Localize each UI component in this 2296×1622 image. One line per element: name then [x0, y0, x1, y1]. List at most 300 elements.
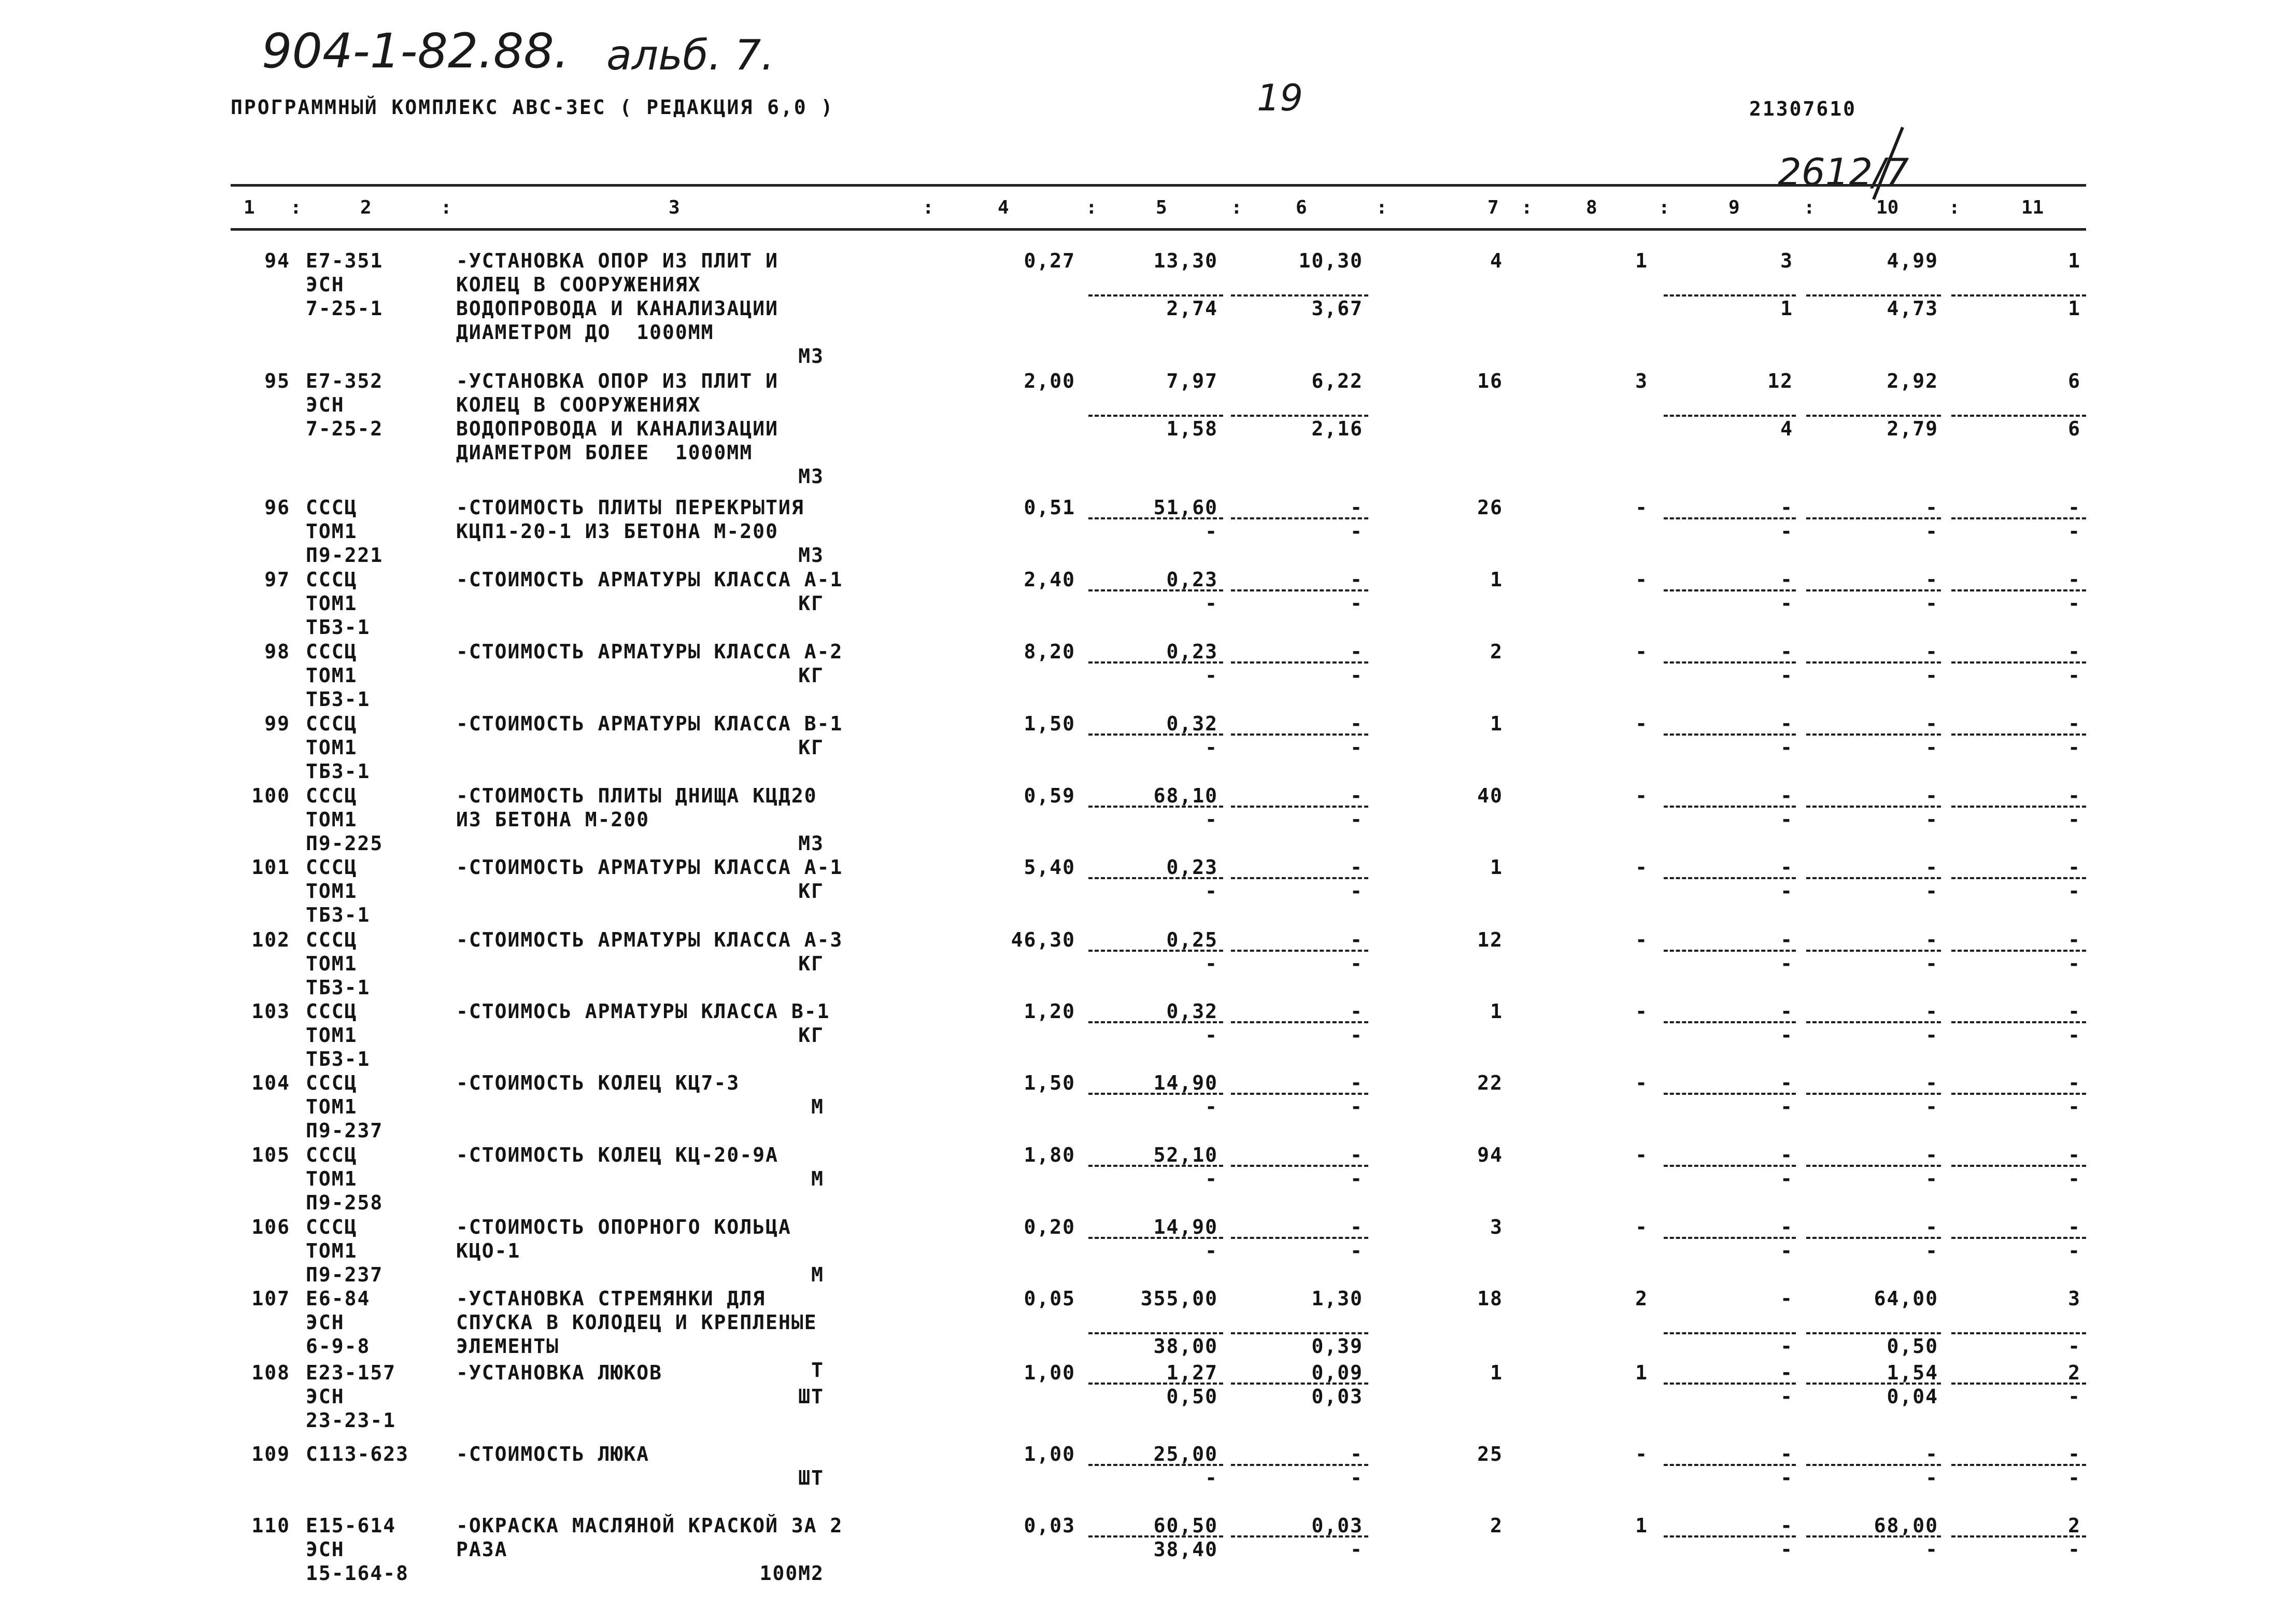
- code-line: ТОМ1: [306, 808, 358, 831]
- row-number: 105: [251, 1144, 290, 1166]
- c6-value-top: 0,09: [1311, 1361, 1363, 1384]
- c11-value-top: -: [2068, 1000, 2081, 1023]
- c9-value-top: -: [1780, 712, 1793, 735]
- work-name-line: ВОДОПРОВОДА И КАНАЛИЗАЦИИ: [456, 297, 778, 320]
- c9-value-bottom: -: [1780, 1466, 1793, 1489]
- quantity: 5,40: [1024, 856, 1075, 879]
- c10-value-top: 64,00: [1874, 1287, 1938, 1310]
- code-line: Е15-614: [306, 1514, 396, 1537]
- c10-value-top: -: [1925, 640, 1938, 663]
- code-line: П9-225: [306, 832, 384, 855]
- work-name-line: -СТОИМОСТЬ ПЛИТЫ ДНИЩА КЦД20: [456, 784, 817, 807]
- code-line: 23-23-1: [306, 1409, 396, 1432]
- c10-value-bottom: -: [1925, 1024, 1938, 1047]
- col8-value: -: [1635, 712, 1648, 735]
- c10-value-bottom: -: [1925, 808, 1938, 831]
- code-line: П9-258: [306, 1191, 384, 1214]
- column-separator: :: [1086, 197, 1097, 218]
- code-line: Е23-157: [306, 1361, 396, 1384]
- c11-value-bottom: -: [2068, 592, 2081, 615]
- c10-value-bottom: -: [1925, 1239, 1938, 1262]
- c6-value-top: -: [1350, 1443, 1363, 1465]
- code-line: СССЦ: [306, 1071, 358, 1094]
- col7-value: 25: [1477, 1443, 1503, 1465]
- code-line: С113-623: [306, 1443, 409, 1465]
- row-number: 104: [251, 1071, 290, 1094]
- c10-value-top: -: [1925, 856, 1938, 879]
- c10-value-top: -: [1925, 1000, 1938, 1023]
- code-line: ТОМ1: [306, 1024, 358, 1047]
- unit: М3: [798, 465, 824, 488]
- c9-value-top: -: [1780, 1144, 1793, 1166]
- c11-value-bottom: -: [2068, 1466, 2081, 1489]
- c11-value-top: 2: [2068, 1361, 2081, 1384]
- c11-value-bottom: -: [2068, 664, 2081, 687]
- work-name-line: -СТОИМОСТЬ ЛЮКА: [456, 1443, 650, 1465]
- col7-value: 16: [1477, 370, 1503, 392]
- col7-value: 12: [1477, 928, 1503, 951]
- c11-value-top: 2: [2068, 1514, 2081, 1537]
- unit: М: [811, 1263, 824, 1286]
- c11-value-top: -: [2068, 712, 2081, 735]
- col8-value: 1: [1635, 249, 1648, 272]
- c5-value-top: 52,10: [1153, 1144, 1218, 1166]
- c10-value-top: -: [1925, 568, 1938, 591]
- c9-value-bottom: -: [1780, 880, 1793, 902]
- row-number: 110: [251, 1514, 290, 1537]
- c11-value-top: -: [2068, 856, 2081, 879]
- row-number: 109: [251, 1443, 290, 1465]
- unit: М: [811, 1167, 824, 1190]
- column-header-7: 7: [1487, 197, 1499, 218]
- c9-value-top: -: [1780, 928, 1793, 951]
- unit: КГ: [798, 952, 824, 975]
- column-header-10: 10: [1876, 197, 1899, 218]
- row-number: 101: [251, 856, 290, 879]
- col7-value: 2: [1490, 640, 1503, 663]
- code-line: СССЦ: [306, 1000, 358, 1023]
- c6-value-top: -: [1350, 1144, 1363, 1166]
- c9-value-top: -: [1780, 1000, 1793, 1023]
- c11-value-bottom: -: [2068, 1024, 2081, 1047]
- c11-value-bottom: 6: [2068, 417, 2081, 440]
- row-number: 95: [264, 370, 290, 392]
- c11-value-bottom: -: [2068, 736, 2081, 759]
- c10-value-bottom: -: [1925, 736, 1938, 759]
- column-separator: :: [1804, 197, 1815, 218]
- c10-value-top: -: [1925, 784, 1938, 807]
- c5-value-top: 68,10: [1153, 784, 1218, 807]
- c9-value-top: -: [1780, 1287, 1793, 1310]
- code-line: 15-164-8: [306, 1562, 409, 1585]
- work-name-line: -СТОИМОСТЬ АРМАТУРЫ КЛАССА А-1: [456, 856, 843, 879]
- c9-value-bottom: -: [1780, 1167, 1793, 1190]
- code-line: ТБ3-1: [306, 904, 371, 926]
- quantity: 0,20: [1024, 1216, 1075, 1238]
- col8-value: -: [1635, 1000, 1648, 1023]
- col8-value: 1: [1635, 1514, 1648, 1537]
- unit: М3: [798, 544, 824, 567]
- table-top-rule: [231, 184, 2086, 187]
- code-line: ТОМ1: [306, 664, 358, 687]
- quantity: 1,20: [1024, 1000, 1075, 1023]
- c6-value-bottom: -: [1350, 880, 1363, 902]
- c5-value-top: 60,50: [1153, 1514, 1218, 1537]
- code-line: СССЦ: [306, 784, 358, 807]
- c5-value-bottom: -: [1205, 1239, 1218, 1262]
- c10-value-top: -: [1925, 1443, 1938, 1465]
- unit: Т: [811, 1359, 824, 1381]
- code-line: ТБ3-1: [306, 688, 371, 711]
- work-name-line: РАЗА: [456, 1538, 508, 1561]
- code-line: ТБ3-1: [306, 760, 371, 783]
- c10-value-bottom: 4,73: [1887, 297, 1938, 320]
- c11-value-top: -: [2068, 496, 2081, 519]
- col8-value: 1: [1635, 1361, 1648, 1384]
- col8-value: -: [1635, 1216, 1648, 1238]
- c10-value-top: -: [1925, 496, 1938, 519]
- c6-value-bottom: -: [1350, 664, 1363, 687]
- code-line: ЭСН: [306, 1385, 345, 1408]
- c5-value-top: 14,90: [1153, 1071, 1218, 1094]
- code-line: СССЦ: [306, 928, 358, 951]
- c11-value-bottom: -: [2068, 1095, 2081, 1118]
- code-line: 7-25-1: [306, 297, 384, 320]
- c9-value-top: -: [1780, 640, 1793, 663]
- c5-value-top: 0,23: [1166, 568, 1218, 591]
- c11-value-top: -: [2068, 1443, 2081, 1465]
- c11-value-bottom: -: [2068, 952, 2081, 975]
- unit: КГ: [798, 592, 824, 615]
- c9-value-top: 12: [1767, 370, 1793, 392]
- col7-value: 1: [1490, 568, 1503, 591]
- c6-value-bottom: -: [1350, 1239, 1363, 1262]
- work-name-line: ИЗ БЕТОНА М-200: [456, 808, 650, 831]
- c6-value-top: -: [1350, 640, 1363, 663]
- code-line: СССЦ: [306, 1216, 358, 1238]
- c11-value-top: -: [2068, 640, 2081, 663]
- code-line: ТОМ1: [306, 952, 358, 975]
- c5-value-top: 25,00: [1153, 1443, 1218, 1465]
- code-line: ТБ3-1: [306, 976, 371, 999]
- c10-value-bottom: -: [1925, 1167, 1938, 1190]
- c11-value-top: 1: [2068, 249, 2081, 272]
- work-name-line: -СТОИМОСТЬ ПЛИТЫ ПЕРЕКРЫТИЯ: [456, 496, 804, 519]
- code-line: Е7-351: [306, 249, 384, 272]
- code-line: ЭСН: [306, 393, 345, 416]
- col7-value: 3: [1490, 1216, 1503, 1238]
- c6-value-bottom: 3,67: [1311, 297, 1363, 320]
- c11-value-bottom: -: [2068, 1538, 2081, 1561]
- code-line: ТОМ1: [306, 1239, 358, 1262]
- work-name-line: -СТОИМОСТЬ АРМАТУРЫ КЛАССА А-1: [456, 568, 843, 591]
- c5-value-bottom: -: [1205, 664, 1218, 687]
- work-name-line: -СТОИМОСТЬ АРМАТУРЫ КЛАССА А-3: [456, 928, 843, 951]
- column-header-6: 6: [1296, 197, 1307, 218]
- unit: КГ: [798, 880, 824, 902]
- column-separator: :: [1659, 197, 1670, 218]
- c6-value-top: -: [1350, 928, 1363, 951]
- work-name-line: КЦО-1: [456, 1239, 521, 1262]
- c9-value-bottom: -: [1780, 1024, 1793, 1047]
- handwritten-code: 904-1-82.88.: [262, 23, 570, 79]
- c6-value-top: -: [1350, 712, 1363, 735]
- c10-value-top: -: [1925, 712, 1938, 735]
- col7-value: 22: [1477, 1071, 1503, 1094]
- work-name-line: ДИАМЕТРОМ ДО 1000ММ: [456, 321, 714, 344]
- c11-value-top: 3: [2068, 1287, 2081, 1310]
- c6-value-bottom: -: [1350, 736, 1363, 759]
- code-line: ЭСН: [306, 1311, 345, 1334]
- c6-value-top: -: [1350, 856, 1363, 879]
- row-number: 94: [264, 249, 290, 272]
- c10-value-bottom: 2,79: [1887, 417, 1938, 440]
- c9-value-bottom: -: [1780, 1239, 1793, 1262]
- c10-value-bottom: -: [1925, 664, 1938, 687]
- quantity: 0,03: [1024, 1514, 1075, 1537]
- unit: М3: [798, 345, 824, 368]
- col7-value: 94: [1477, 1144, 1503, 1166]
- work-name-line: КЦП1-20-1 ИЗ БЕТОНА М-200: [456, 520, 778, 543]
- col8-value: -: [1635, 856, 1648, 879]
- page-number: 19: [1257, 77, 1303, 119]
- c5-value-top: 14,90: [1153, 1216, 1218, 1238]
- quantity: 0,51: [1024, 496, 1075, 519]
- c6-value-top: 1,30: [1311, 1287, 1363, 1310]
- code-line: ТБ3-1: [306, 1048, 371, 1070]
- c5-value-top: 13,30: [1153, 249, 1218, 272]
- c10-value-top: 68,00: [1874, 1514, 1938, 1537]
- c10-value-bottom: -: [1925, 880, 1938, 902]
- table-header-rule: [231, 228, 2086, 231]
- c5-value-bottom: 0,50: [1166, 1385, 1218, 1408]
- work-name-line: -СТОИМОСТЬ КОЛЕЦ КЦ7-3: [456, 1071, 740, 1094]
- c5-value-bottom: 2,74: [1166, 297, 1218, 320]
- c6-value-bottom: -: [1350, 592, 1363, 615]
- c9-value-bottom: -: [1780, 1385, 1793, 1408]
- column-header-3: 3: [669, 197, 680, 218]
- c10-value-bottom: -: [1925, 592, 1938, 615]
- work-name-line: ЭЛЕМЕНТЫ: [456, 1335, 560, 1358]
- quantity: 0,59: [1024, 784, 1075, 807]
- c6-value-top: 0,03: [1311, 1514, 1363, 1537]
- column-header-11: 11: [2021, 197, 2044, 218]
- col8-value: 3: [1635, 370, 1648, 392]
- c10-value-bottom: -: [1925, 952, 1938, 975]
- c6-value-top: 6,22: [1311, 370, 1363, 392]
- c10-value-top: 1,54: [1887, 1361, 1938, 1384]
- unit: КГ: [798, 736, 824, 759]
- handwritten-album: альб. 7.: [606, 31, 774, 79]
- c5-value-top: 0,32: [1166, 1000, 1218, 1023]
- c6-value-top: -: [1350, 1000, 1363, 1023]
- c10-value-top: 2,92: [1887, 370, 1938, 392]
- c9-value-top: -: [1780, 496, 1793, 519]
- c5-value-bottom: -: [1205, 1167, 1218, 1190]
- c5-value-bottom: -: [1205, 808, 1218, 831]
- column-header-2: 2: [360, 197, 372, 218]
- column-separator: :: [1521, 197, 1533, 218]
- c6-value-bottom: 0,03: [1311, 1385, 1363, 1408]
- c9-value-bottom: -: [1780, 1335, 1793, 1358]
- code-line: Е6-84: [306, 1287, 371, 1310]
- code-line: ЭСН: [306, 273, 345, 296]
- column-header-1: 1: [244, 197, 255, 218]
- code-line: СССЦ: [306, 1144, 358, 1166]
- c9-value-top: -: [1780, 1514, 1793, 1537]
- c5-value-top: 0,23: [1166, 640, 1218, 663]
- code-line: СССЦ: [306, 496, 358, 519]
- work-name-line: ВОДОПРОВОДА И КАНАЛИЗАЦИИ: [456, 417, 778, 440]
- c10-value-top: 4,99: [1887, 249, 1938, 272]
- code-line: П9-237: [306, 1119, 384, 1142]
- program-title: ПРОГРАММНЫЙ КОМПЛЕКС АВС-ЗЕС ( РЕДАКЦИЯ 6,0 ): [231, 96, 834, 119]
- unit: КГ: [798, 1024, 824, 1047]
- c9-value-top: -: [1780, 1071, 1793, 1094]
- code-line: ТОМ1: [306, 592, 358, 615]
- c9-value-bottom: -: [1780, 1538, 1793, 1561]
- c6-value-bottom: 2,16: [1311, 417, 1363, 440]
- unit: М3: [798, 832, 824, 855]
- quantity: 8,20: [1024, 640, 1075, 663]
- quantity: 1,50: [1024, 1071, 1075, 1094]
- handwritten-stamp: 2612/7: [1778, 150, 1909, 194]
- c5-value-bottom: -: [1205, 952, 1218, 975]
- c10-value-bottom: 0,50: [1887, 1335, 1938, 1358]
- code-line: ТОМ1: [306, 520, 358, 543]
- c6-value-bottom: 0,39: [1311, 1335, 1363, 1358]
- c6-value-bottom: -: [1350, 1024, 1363, 1047]
- quantity: 46,30: [1011, 928, 1075, 951]
- code-line: СССЦ: [306, 640, 358, 663]
- c6-value-top: 10,30: [1298, 249, 1363, 272]
- c9-value-bottom: -: [1780, 1095, 1793, 1118]
- col7-value: 18: [1477, 1287, 1503, 1310]
- col7-value: 26: [1477, 496, 1503, 519]
- quantity: 1,50: [1024, 712, 1075, 735]
- c6-value-top: -: [1350, 568, 1363, 591]
- c9-value-top: 3: [1780, 249, 1793, 272]
- c5-value-bottom: -: [1205, 1466, 1218, 1489]
- col8-value: -: [1635, 1144, 1648, 1166]
- c9-value-top: -: [1780, 856, 1793, 879]
- c10-value-top: -: [1925, 1216, 1938, 1238]
- work-name-line: КОЛЕЦ В СООРУЖЕНИЯХ: [456, 393, 701, 416]
- c9-value-bottom: -: [1780, 520, 1793, 543]
- code-line: 6-9-8: [306, 1335, 371, 1358]
- c5-value-bottom: -: [1205, 520, 1218, 543]
- column-separator: :: [1231, 197, 1242, 218]
- c10-value-bottom: 0,04: [1887, 1385, 1938, 1408]
- c10-value-bottom: -: [1925, 1538, 1938, 1561]
- col8-value: -: [1635, 496, 1648, 519]
- c11-value-top: 6: [2068, 370, 2081, 392]
- c5-value-bottom: 38,40: [1153, 1538, 1218, 1561]
- c9-value-top: -: [1780, 1216, 1793, 1238]
- quantity: 0,05: [1024, 1287, 1075, 1310]
- c11-value-top: -: [2068, 784, 2081, 807]
- c11-value-bottom: -: [2068, 1385, 2081, 1408]
- c11-value-top: -: [2068, 928, 2081, 951]
- c9-value-top: -: [1780, 784, 1793, 807]
- c11-value-bottom: -: [2068, 880, 2081, 902]
- c5-value-top: 0,23: [1166, 856, 1218, 879]
- c9-value-bottom: -: [1780, 592, 1793, 615]
- c9-value-bottom: -: [1780, 736, 1793, 759]
- c9-value-bottom: 4: [1780, 417, 1793, 440]
- c6-value-top: -: [1350, 784, 1363, 807]
- row-number: 97: [264, 568, 290, 591]
- c5-value-bottom: 1,58: [1166, 417, 1218, 440]
- c6-value-top: -: [1350, 1216, 1363, 1238]
- quantity: 2,00: [1024, 370, 1075, 392]
- quantity: 1,00: [1024, 1443, 1075, 1465]
- column-header-4: 4: [998, 197, 1009, 218]
- quantity: 1,80: [1024, 1144, 1075, 1166]
- code-line: П9-237: [306, 1263, 384, 1286]
- col8-value: -: [1635, 928, 1648, 951]
- row-number: 108: [251, 1361, 290, 1384]
- c11-value-bottom: 1: [2068, 297, 2081, 320]
- row-number: 99: [264, 712, 290, 735]
- c9-value-top: -: [1780, 568, 1793, 591]
- col7-value: 1: [1490, 1000, 1503, 1023]
- col7-value: 40: [1477, 784, 1503, 807]
- c6-value-bottom: -: [1350, 1538, 1363, 1561]
- work-name-line: -СТОИМОСЬ АРМАТУРЫ КЛАССА В-1: [456, 1000, 830, 1023]
- c10-value-top: -: [1925, 928, 1938, 951]
- col8-value: -: [1635, 1443, 1648, 1465]
- c9-value-bottom: 1: [1780, 297, 1793, 320]
- row-number: 103: [251, 1000, 290, 1023]
- row-number: 102: [251, 928, 290, 951]
- col7-value: 1: [1490, 712, 1503, 735]
- work-name-line: ДИАМЕТРОМ БОЛЕЕ 1000ММ: [456, 441, 753, 464]
- work-name-line: -УСТАНОВКА ОПОР ИЗ ПЛИТ И: [456, 249, 778, 272]
- column-separator: :: [923, 197, 934, 218]
- row-number: 107: [251, 1287, 290, 1310]
- c9-value-bottom: -: [1780, 664, 1793, 687]
- work-name-line: -УСТАНОВКА СТРЕМЯНКИ ДЛЯ: [456, 1287, 766, 1310]
- c11-value-top: -: [2068, 568, 2081, 591]
- c10-value-bottom: -: [1925, 1095, 1938, 1118]
- work-name-line: -УСТАНОВКА ОПОР ИЗ ПЛИТ И: [456, 370, 778, 392]
- c11-value-top: -: [2068, 1216, 2081, 1238]
- c5-value-bottom: -: [1205, 1095, 1218, 1118]
- column-separator: :: [1949, 197, 1960, 218]
- c9-value-top: -: [1780, 1443, 1793, 1465]
- c10-value-top: -: [1925, 1071, 1938, 1094]
- column-separator: :: [1376, 197, 1387, 218]
- c9-value-bottom: -: [1780, 952, 1793, 975]
- c5-value-top: 355,00: [1140, 1287, 1218, 1310]
- row-number: 100: [251, 784, 290, 807]
- code-line: ТОМ1: [306, 1167, 358, 1190]
- column-header-8: 8: [1586, 197, 1597, 218]
- work-name-line: -УСТАНОВКА ЛЮКОВ: [456, 1361, 663, 1384]
- row-number: 98: [264, 640, 290, 663]
- c6-value-top: -: [1350, 496, 1363, 519]
- c11-value-top: -: [2068, 1071, 2081, 1094]
- col8-value: -: [1635, 1071, 1648, 1094]
- c6-value-bottom: -: [1350, 1167, 1363, 1190]
- work-name-line: -СТОИМОСТЬ АРМАТУРЫ КЛАССА А-2: [456, 640, 843, 663]
- quantity: 1,00: [1024, 1361, 1075, 1384]
- work-name-line: -СТОИМОСТЬ ОПОРНОГО КОЛЬЦА: [456, 1216, 791, 1238]
- col7-value: 2: [1490, 1514, 1503, 1537]
- c6-value-top: -: [1350, 1071, 1363, 1094]
- c6-value-bottom: -: [1350, 952, 1363, 975]
